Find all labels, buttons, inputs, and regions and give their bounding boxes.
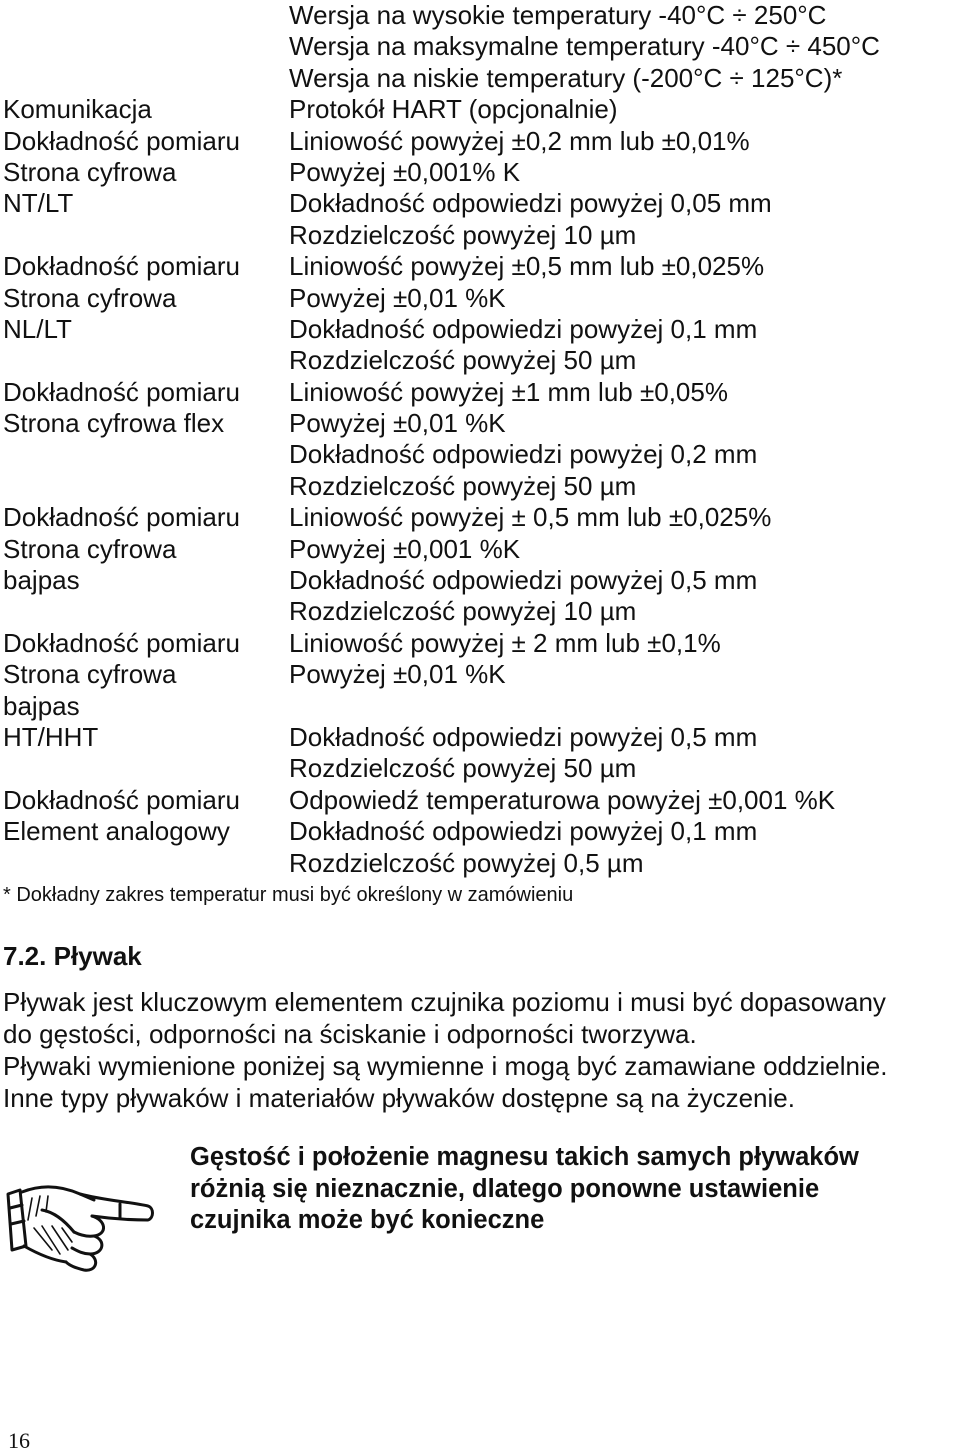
spec-value: Powyżej ±0,01 %K bbox=[289, 659, 506, 690]
body-line: do gęstości, odporności na ściskanie i odporności tworzywa. bbox=[3, 1019, 697, 1049]
spec-value: Wersja na maksymalne temperatury -40°C ÷ 450°C bbox=[289, 31, 880, 62]
spec-row bbox=[3, 157, 953, 188]
spec-value: Rozdzielczość powyżej 50 µm bbox=[289, 345, 637, 376]
spec-value: Odpowiedź temperaturowa powyżej ±0,001 %K bbox=[289, 784, 836, 815]
spec-label: bajpas bbox=[3, 690, 80, 721]
spec-row bbox=[3, 596, 953, 627]
spec-row bbox=[3, 314, 953, 345]
page-number: 16 bbox=[8, 1428, 30, 1453]
spec-row bbox=[3, 345, 953, 376]
spec-label: Element analogowy bbox=[3, 816, 230, 847]
spec-row bbox=[3, 220, 953, 251]
spec-row bbox=[3, 188, 953, 219]
spec-value: Dokładność odpowiedzi powyżej 0,05 mm bbox=[289, 188, 772, 219]
spec-label: Dokładność pomiaru bbox=[3, 251, 241, 282]
spec-value: Liniowość powyżej ±0,5 mm lub ±0,025% bbox=[289, 251, 765, 282]
spec-value: Powyżej ±0,01 %K bbox=[289, 282, 506, 313]
pointing-hand-icon bbox=[2, 1150, 158, 1296]
spec-value: Powyżej ±0,001 %K bbox=[289, 533, 521, 564]
spec-value: Rozdzielczość powyżej 50 µm bbox=[289, 753, 637, 784]
footnote: * Dokładny zakres temperatur musi być określony w zamówieniu bbox=[3, 884, 574, 906]
spec-row bbox=[3, 502, 953, 533]
spec-value: Wersja na wysokie temperatury -40°C ÷ 250°C bbox=[289, 0, 827, 30]
spec-row bbox=[3, 659, 953, 690]
spec-value: Dokładność odpowiedzi powyżej 0,1 mm bbox=[289, 816, 758, 847]
spec-label: Dokładność pomiaru bbox=[3, 784, 241, 815]
body-line: Inne typy pływaków i materiałów pływaków dostępne są na życzenie. bbox=[3, 1083, 795, 1113]
warning-line: różnią się nieznacznie, dlatego ponowne ustawienie bbox=[190, 1174, 820, 1203]
spec-row bbox=[3, 753, 953, 784]
spec-label: HT/HHT bbox=[3, 721, 99, 752]
body-line: Pływaki wymienione poniżej są wymienne i mogą być zamawiane oddzielnie. bbox=[3, 1051, 888, 1081]
spec-row bbox=[3, 534, 953, 565]
spec-label: Strona cyfrowa flex bbox=[3, 408, 225, 439]
spec-label: Komunikacja bbox=[3, 94, 152, 125]
spec-label: Strona cyfrowa bbox=[3, 533, 177, 564]
spec-row bbox=[3, 63, 953, 94]
spec-label: Strona cyfrowa bbox=[3, 156, 177, 187]
spec-value: Protokół HART (opcjonalnie) bbox=[289, 94, 618, 125]
spec-row bbox=[3, 377, 953, 408]
spec-row bbox=[3, 0, 953, 31]
spec-value: Powyżej ±0,01 %K bbox=[289, 408, 506, 439]
spec-value: Liniowość powyżej ± 2 mm lub ±0,1% bbox=[289, 627, 721, 658]
spec-value: Rozdzielczość powyżej 0,5 µm bbox=[289, 847, 644, 878]
spec-label: Dokładność pomiaru bbox=[3, 502, 241, 533]
spec-row bbox=[3, 691, 953, 722]
spec-label: Dokładność pomiaru bbox=[3, 627, 241, 658]
spec-row bbox=[3, 94, 953, 125]
spec-value: Dokładność odpowiedzi powyżej 0,2 mm bbox=[289, 439, 758, 470]
spec-label: NL/LT bbox=[3, 313, 72, 344]
spec-value: Powyżej ±0,001% K bbox=[289, 156, 521, 187]
warning-line: czujnika może być konieczne bbox=[190, 1206, 545, 1234]
spec-value: Liniowość powyżej ± 0,5 mm lub ±0,025% bbox=[289, 502, 772, 533]
body-paragraph bbox=[3, 986, 960, 1114]
spec-label: Strona cyfrowa bbox=[3, 282, 177, 313]
spec-value: Rozdzielczość powyżej 10 µm bbox=[289, 596, 637, 627]
spec-label: Dokładność pomiaru bbox=[3, 125, 241, 156]
spec-label: bajpas bbox=[3, 565, 80, 596]
section-heading: 7.2. Pływak bbox=[3, 941, 142, 971]
spec-label: Strona cyfrowa bbox=[3, 659, 177, 690]
spec-row bbox=[3, 816, 953, 847]
spec-row bbox=[3, 471, 953, 502]
spec-table bbox=[3, 0, 953, 879]
spec-value: Rozdzielczość powyżej 50 µm bbox=[289, 470, 637, 501]
spec-value: Dokładność odpowiedzi powyżej 0,5 mm bbox=[289, 721, 758, 752]
spec-row bbox=[3, 628, 953, 659]
spec-row bbox=[3, 283, 953, 314]
spec-value: Liniowość powyżej ±0,2 mm lub ±0,01% bbox=[289, 125, 750, 156]
spec-row bbox=[3, 408, 953, 439]
spec-value: Liniowość powyżej ±1 mm lub ±0,05% bbox=[289, 376, 728, 407]
spec-value: Dokładność odpowiedzi powyżej 0,1 mm bbox=[289, 313, 758, 344]
spec-label: Dokładność pomiaru bbox=[3, 376, 241, 407]
body-line: Pływak jest kluczowym elementem czujnika poziomu i musi być dopasowany bbox=[3, 987, 886, 1017]
spec-row bbox=[3, 251, 953, 282]
spec-row bbox=[3, 565, 953, 596]
spec-row bbox=[3, 126, 953, 157]
spec-label: NT/LT bbox=[3, 188, 74, 219]
spec-value: Dokładność odpowiedzi powyżej 0,5 mm bbox=[289, 565, 758, 596]
warning-note bbox=[190, 1142, 940, 1237]
warning-line: Gęstość i położenie magnesu takich samych pływaków bbox=[190, 1143, 859, 1171]
spec-row bbox=[3, 722, 953, 753]
spec-row bbox=[3, 439, 953, 470]
spec-value: Wersja na niskie temperatury (-200°C ÷ 125°C)* bbox=[289, 62, 843, 93]
spec-row bbox=[3, 848, 953, 879]
spec-value: Rozdzielczość powyżej 10 µm bbox=[289, 219, 637, 250]
spec-row bbox=[3, 785, 953, 816]
spec-row bbox=[3, 31, 953, 62]
